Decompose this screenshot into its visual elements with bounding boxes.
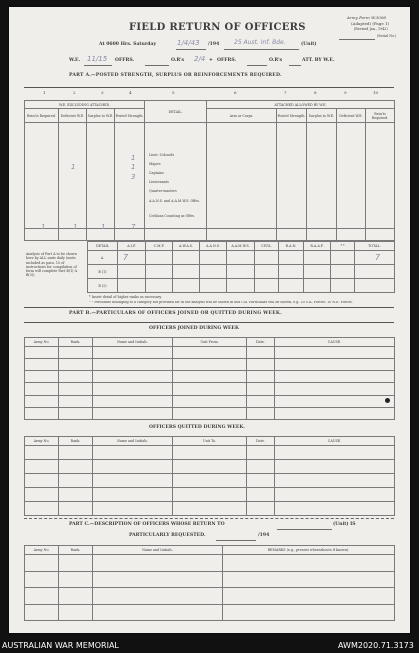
analysis-table	[87, 241, 395, 293]
cell-deficient-att	[337, 123, 366, 229]
col-number-10: 10	[373, 90, 379, 95]
offrs-line	[145, 65, 169, 66]
col-number-9: 9	[344, 90, 347, 95]
analysis-row-b2: B (2)	[88, 279, 118, 293]
col-number-3: 3	[101, 90, 104, 95]
header-surplus: Surplus to W.E.	[87, 109, 115, 123]
header-reints-required: Rein'ts Required.	[25, 109, 59, 123]
part-c-title-1: PART C.—DESCRIPTION OF OFFICERS WHOSE RETURN TO	[69, 522, 225, 527]
detail-header: DETAIL.	[145, 101, 207, 123]
analysis-h-awas: A.W.A.S.	[173, 242, 200, 251]
part-c-rule	[24, 518, 394, 519]
rank-majors: Majors	[149, 162, 161, 166]
archive-footer	[0, 641, 419, 653]
part-a-title: PART A.—POSTED STRENGTH, SURPLUS OR REINFORCEMENTS REQUIRED.	[69, 73, 282, 78]
header-surplus-att: Surplus to W.E.	[307, 109, 337, 123]
header-reints-att: Rein'ts Required.	[366, 109, 395, 123]
unit-label: (Unit)	[301, 42, 317, 47]
ors2-label: O.R's	[269, 58, 283, 63]
punch-hole-mark	[385, 398, 390, 403]
quitted-h-cause: CAUSE.	[275, 437, 395, 446]
rank-qm: Quarter-masters	[149, 189, 177, 193]
offrs2-line	[247, 65, 267, 66]
quitted-title: OFFICERS QUITTED DURING WEEK.	[149, 425, 245, 430]
cell-surplus-att	[307, 123, 337, 229]
joined-table	[24, 337, 395, 420]
hand-mark-a2: 1	[131, 154, 136, 162]
header-deficient-att: Deficient W.E.	[337, 109, 366, 123]
handwritten-date: 1/4/43	[177, 39, 200, 47]
part-c-unit-is: (Unit) IS	[333, 522, 356, 527]
cell-deficient	[59, 123, 87, 229]
cell-reints-att	[366, 123, 395, 229]
joined-rule	[24, 322, 394, 323]
analysis-h-cmf: C.M.F.	[146, 242, 173, 251]
quitted-h-unit-to: Unit To.	[173, 437, 247, 446]
part-b-title: PART B.—PARTICULARS OF OFFICERS JOINED OR QUITTED DURING WEEK.	[69, 311, 282, 316]
quitted-h-army-no: Army No.	[25, 437, 59, 446]
cell-ranks	[145, 123, 207, 229]
quitted-table	[24, 436, 395, 516]
footer-institution: AUSTRALIAN WAR MEMORIAL	[2, 641, 119, 650]
joined-h-date: Date.	[247, 338, 275, 347]
joined-h-cause: CAUSE.	[275, 338, 395, 347]
offrs2-label: OFFRS.	[217, 58, 237, 63]
part-c-table	[24, 545, 395, 621]
offrs-label: OFFRS.	[115, 58, 135, 63]
form-ref-line2: (Adapted) (Page 1)	[351, 21, 390, 26]
form-sheet	[9, 7, 410, 633]
joined-h-unit-from: Unit From.	[173, 338, 247, 347]
at-label: At 0600 Hrs. Saturday	[99, 42, 157, 47]
hand-total-3: 1	[101, 223, 106, 231]
quitted-h-name: Name and Initials.	[93, 437, 173, 446]
analysis-h-aif: A.I.F.	[118, 242, 146, 251]
plus-label: +	[209, 58, 213, 63]
col-number-1: 1	[43, 90, 46, 95]
joined-h-name: Name and Initials.	[93, 338, 173, 347]
analysis-footnote-2: * * Personnel belonging to a category not provided for in the analysis will be shown in this Col. Particulars will be shown, e.g. 20 U.K. Forces: 10 N.E. Forces.	[89, 301, 353, 304]
part-c-unit-line	[277, 529, 332, 530]
analysis-h-other: * *	[331, 242, 355, 251]
header-posted-strength-att: Posted Strength.	[277, 109, 307, 123]
we-offrs-line	[84, 65, 112, 66]
part-c-h-rank: Rank.	[59, 546, 93, 555]
ors2-line	[289, 65, 301, 66]
we-label: W.E.	[69, 58, 81, 63]
cell-reints	[25, 123, 59, 229]
cell-posted	[115, 123, 145, 229]
analysis-h-aamws: A.A.M.W.S.	[227, 242, 255, 251]
col-number-2: 2	[73, 90, 76, 95]
joined-h-rank: Rank.	[59, 338, 93, 347]
year-label: /194	[208, 42, 220, 47]
part-a-top-rule	[24, 87, 394, 88]
attached-allowed-header: ATTACHED ALLOWED BY W.E.	[207, 101, 395, 109]
analysis-footnote-1: * Insert detail of higher ranks as necessary.	[89, 295, 162, 299]
part-c-title-2: PARTICULARLY REQUESTED.	[129, 533, 206, 538]
analysis-h-aans: A.A.N.S.	[200, 242, 227, 251]
form-ref-line1: Army Form W.3008	[347, 15, 386, 20]
handwritten-ors: 2/4	[194, 55, 206, 63]
form-title: FIELD RETURN OF OFFICERS	[129, 22, 306, 33]
footer-accession: AWM2020.71.3173	[338, 641, 414, 650]
hand-mark-a1: 1	[71, 163, 76, 171]
quitted-h-date: Date.	[247, 437, 275, 446]
part-c-h-army-no: Army No.	[25, 546, 59, 555]
part-c-year: /194	[258, 533, 270, 538]
analysis-row-a: A.	[88, 251, 118, 265]
analysis-h-detail: DETAIL	[88, 242, 118, 251]
rank-civilians: Civilians Counting as Offrs.	[149, 214, 195, 218]
hand-mark-a4: 3	[131, 173, 136, 181]
col-number-4: 4	[129, 90, 132, 95]
date-line	[176, 49, 206, 50]
header-deficient: Deficient W.E.	[59, 109, 87, 123]
serial-label: (Serial No.)	[377, 34, 397, 38]
part-c-date-line	[216, 540, 256, 541]
rank-lt-col: Lieut.-Colonels	[149, 153, 175, 157]
col-number-7: 7	[284, 90, 287, 95]
header-arm-corps: Arm or Corps.	[207, 109, 277, 123]
unit-line	[224, 49, 299, 50]
joined-title: OFFICERS JOINED DURING WEEK	[149, 326, 240, 331]
col-number-8: 8	[314, 90, 317, 95]
rank-aans: A.A.N.S. and A.A.M.W.S. Offrs.	[149, 199, 200, 203]
hand-analysis-total: 7	[375, 253, 381, 262]
hand-total-2: 1	[73, 223, 78, 231]
header-posted-strength: Posted Strength.	[115, 109, 145, 123]
hand-mark-a3: 1	[131, 163, 136, 171]
att-label: ATT. BY W.E.	[302, 58, 335, 63]
rank-lieutenants: Lieutenants	[149, 180, 169, 184]
cell-posted-att	[277, 123, 307, 229]
we-excluding-header: W.E. EXCLUDING ATTACHED.	[25, 101, 145, 109]
col-number-5: 5	[172, 90, 175, 95]
part-c-h-name: Name and Initials.	[93, 546, 223, 555]
cell-surplus	[87, 123, 115, 229]
hand-analysis-aif: 7	[123, 253, 129, 262]
serial-line	[339, 39, 375, 40]
hand-total-4: 7	[131, 223, 136, 231]
hand-total-1: 1	[41, 223, 46, 231]
analysis-h-ran: R.A.N.	[279, 242, 304, 251]
quitted-h-rank: Rank.	[59, 437, 93, 446]
part-a-table	[24, 100, 395, 241]
analysis-note: Analysis of Part A to be shown here by ALL units daily (units included as para. 10 of instructions for compilation of form will complete Part B(1) & B(3)).	[26, 252, 78, 278]
handwritten-unit: 25 Aust. Inf. Bde.	[234, 39, 286, 46]
col-number-6: 6	[234, 90, 237, 95]
part-b-rule	[24, 307, 394, 308]
rank-captains: Captains	[149, 171, 164, 175]
ors-label: O.R's	[171, 58, 185, 63]
part-c-h-remarks: REMARKS (e.g., present whereabouts if known).	[223, 546, 395, 555]
joined-h-army-no: Army No.	[25, 338, 59, 347]
analysis-h-raaf: R.A.A.F.	[304, 242, 331, 251]
form-ref-line3: (Revised Jan., 1942)	[354, 27, 388, 31]
analysis-h-civil: CIVIL.	[255, 242, 279, 251]
cell-arm	[207, 123, 277, 229]
handwritten-we: 11/15	[87, 55, 108, 63]
analysis-row-b1: B (1)	[88, 265, 118, 279]
analysis-h-total: TOTAL.	[355, 242, 395, 251]
